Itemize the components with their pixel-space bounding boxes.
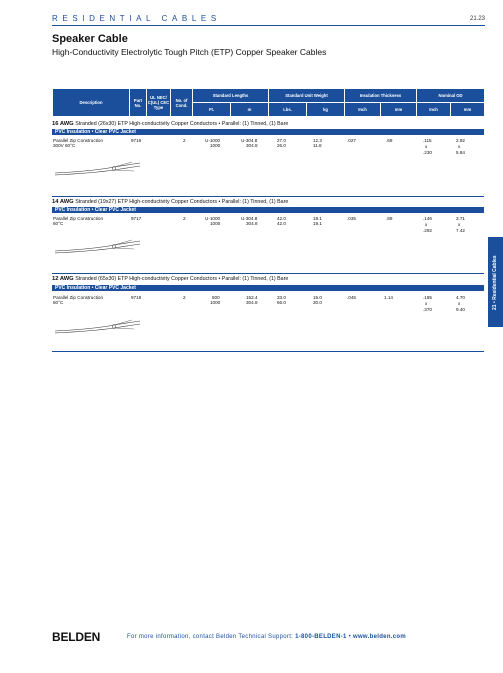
od-mm: 4.70 (456, 295, 465, 300)
insulation-bar: PVC Insulation • Clear PVC Jacket (52, 285, 484, 291)
weight-kg: 15.0 (313, 295, 322, 300)
website-link[interactable]: www.belden.com (353, 634, 406, 640)
conductor-count: 2 (183, 138, 186, 143)
od-mm: 9.40 (456, 307, 465, 312)
length-m: U-304.8 (241, 138, 258, 143)
page-number: 21.23 (469, 16, 485, 22)
support-phone[interactable]: 1-800-BELDEN-1 (295, 634, 347, 640)
column-header-table (52, 88, 485, 117)
conductor-count: 2 (183, 295, 186, 300)
od-mm-x: x (458, 301, 461, 306)
conductor-spec: Stranded (65x30) ETP High-conductivity Copper Conductors • Parallel: (1) Tinned, (1) Bare (75, 276, 289, 282)
part-number: 9718 (131, 295, 142, 300)
conductor-spec: Stranded (19x27) ETP High-conductivity Copper Conductors • Parallel: (1) Tinned, (1) Bare (75, 199, 289, 205)
awg-label: 14 AWG (52, 199, 74, 205)
length-m: U-304.8 (241, 216, 258, 221)
col-description: Description (53, 89, 130, 117)
od-mm-x: x (458, 144, 461, 149)
conductor-count: 2 (183, 216, 186, 221)
length-m: 304.8 (246, 221, 258, 226)
awg-label: 12 AWG (52, 276, 74, 282)
insulation-mm: 1.14 (384, 295, 393, 300)
od-mm: 2.92 (456, 138, 465, 143)
weight-kg: 19.1 (313, 216, 322, 221)
insulation-inch: .027 (347, 138, 356, 143)
od-inch-x: x (425, 301, 428, 306)
awg-label: 16 AWG (52, 121, 74, 127)
weight-lbs: 26.0 (277, 143, 286, 148)
col-m: m (231, 103, 269, 117)
section-title: RESIDENTIAL CABLES (52, 14, 221, 23)
od-inch: .185 (423, 295, 432, 300)
od-mm: 7.42 (456, 228, 465, 233)
col-nominal-od: Nominal OD (417, 89, 485, 103)
zip-cord-illustration (54, 238, 140, 256)
construction-label: Parallel Zip Construction (53, 216, 104, 221)
part-number: 9716 (131, 138, 142, 143)
rating-label: 300V 60°C (53, 143, 76, 148)
col-standard-weight: Standard Unit Weight (269, 89, 345, 103)
chapter-tab-label: 21 • Residential Cables (492, 255, 498, 311)
rating-label: 60°C (53, 221, 64, 226)
insulation-mm: .89 (386, 216, 393, 221)
footer-separator: • (346, 634, 353, 640)
length-ft: 500 (212, 295, 220, 300)
length-m: 304.8 (246, 143, 258, 148)
od-mm-x: x (458, 222, 461, 227)
page-title: Speaker Cable (52, 33, 128, 45)
col-insulation: Insulation Thickness (345, 89, 417, 103)
length-m: 152.4 (246, 295, 258, 300)
od-inch-x: x (425, 222, 428, 227)
col-ul-nec: UL NEC/ C(UL) CEC Type (147, 89, 171, 117)
page-subtitle: High-Conductivity Electrolytic Tough Pitch (ETP) Copper Speaker Cables (52, 47, 327, 57)
footer-lead-text: For more information, contact Belden Technical Support: (127, 634, 296, 640)
col-ft: Ft. (193, 103, 231, 117)
header-rule (52, 25, 485, 26)
section-divider (52, 351, 484, 352)
length-ft: 1000 (210, 300, 221, 305)
section-heading-14awg (52, 199, 484, 206)
length-ft: U-1000 (205, 138, 221, 143)
conductor-spec: Stranded (26x30) ETP High-conductivity Copper Conductors • Parallel: (1) Tinned, (1) Bare (75, 121, 289, 127)
weight-lbs: 27.0 (277, 138, 286, 143)
section-divider (52, 273, 484, 274)
col-standard-lengths: Standard Lengths (193, 89, 269, 103)
length-ft: 1000 (210, 143, 221, 148)
od-mm: 5.84 (456, 150, 465, 155)
zip-cord-illustration (54, 318, 140, 336)
insulation-inch: .035 (347, 216, 356, 221)
insulation-mm: .69 (386, 138, 393, 143)
weight-lbs: 66.0 (277, 300, 286, 305)
insulation-inch: .045 (347, 295, 356, 300)
od-mm: 3.71 (456, 216, 465, 221)
od-inch: .370 (423, 307, 432, 312)
od-inch-x: x (425, 144, 428, 149)
insulation-bar: PVC Insulation • Clear PVC Jacket (52, 129, 484, 135)
weight-kg: 12.3 (313, 138, 322, 143)
col-no-cond: No. of Cond. (171, 89, 193, 117)
section-heading-16awg (52, 121, 484, 128)
part-number: 9717 (131, 216, 142, 221)
od-inch: .230 (423, 150, 432, 155)
od-inch: .292 (423, 228, 432, 233)
col-ins-mm: mm (381, 103, 417, 117)
col-kg: kg (307, 103, 345, 117)
col-od-mm: mm (451, 103, 485, 117)
od-inch: .146 (423, 216, 432, 221)
brand-logo: BELDEN (52, 630, 101, 644)
section-heading-12awg (52, 276, 484, 283)
col-part-no: Part No. (130, 89, 147, 117)
weight-lbs: 33.0 (277, 295, 286, 300)
weight-lbs: 42.0 (277, 221, 286, 226)
length-ft: 1000 (210, 221, 221, 226)
rating-label: 60°C (53, 300, 64, 305)
weight-kg: 11.8 (313, 143, 322, 148)
col-lbs: Lbs. (269, 103, 307, 117)
zip-cord-illustration (54, 160, 140, 178)
weight-lbs: 42.0 (277, 216, 286, 221)
footer-contact (127, 634, 406, 640)
construction-label: Parallel Zip Construction (53, 138, 104, 143)
col-od-inch: Inch (417, 103, 451, 117)
length-m: 304.8 (246, 300, 258, 305)
weight-kg: 19.1 (313, 221, 322, 226)
section-divider (52, 196, 484, 197)
construction-label: Parallel Zip Construction (53, 295, 104, 300)
length-ft: U-1000 (205, 216, 221, 221)
od-inch: .115 (423, 138, 432, 143)
insulation-bar: PVC Insulation • Clear PVC Jacket (52, 207, 484, 213)
weight-kg: 30.0 (313, 300, 322, 305)
col-ins-inch: Inch (345, 103, 381, 117)
